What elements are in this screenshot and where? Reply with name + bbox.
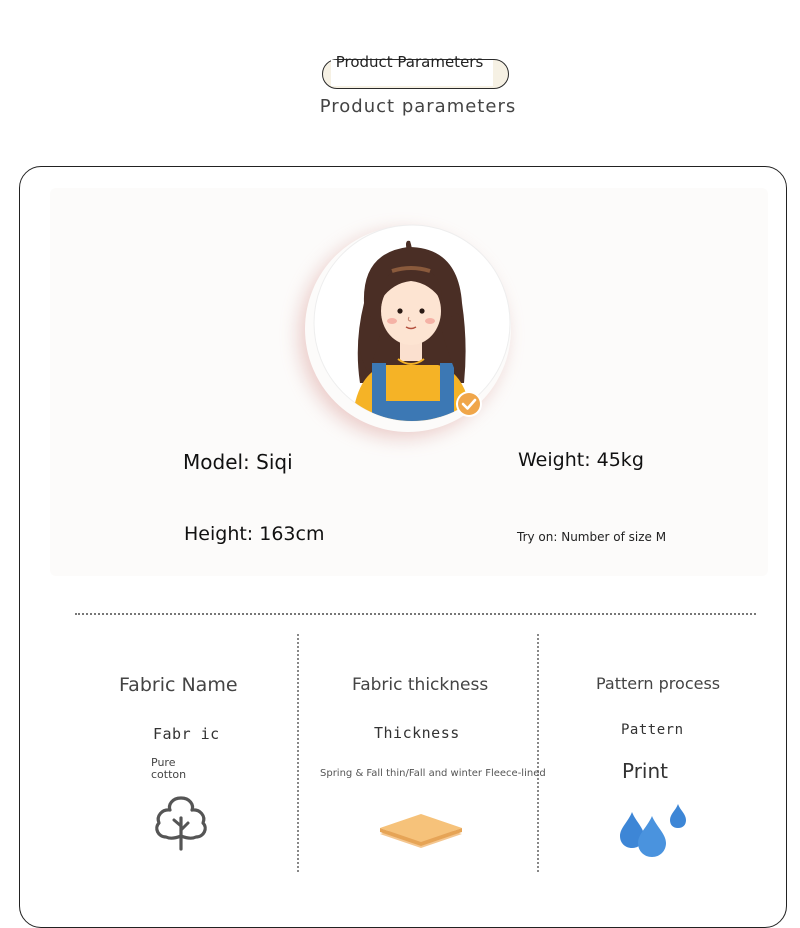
model-height: Height: 163cm [184,523,325,545]
section-subtitle: Product parameters [319,96,517,117]
pattern-process-title: Pattern process [596,674,721,693]
water-drops-icon [616,802,692,858]
fabric-thickness-label: Thickness [374,724,460,742]
pattern-process-label: Pattern [621,722,684,738]
fabric-value-line1: Pure [151,756,176,769]
fabric-name-label: Fabr ic [153,725,220,743]
pattern-process-value: Print [622,759,669,783]
section-title: Product Parameters [335,53,484,71]
layers-icon [378,808,464,854]
fabric-name-title: Fabric Name [119,674,238,696]
fabric-value-line2: cotton [151,768,187,781]
try-on-size: Try on: Number of size M [517,530,667,544]
fabric-thickness-value: Spring & Fall thin/Fall and winter Fleece-lined [320,768,546,779]
verified-check-icon [456,391,482,417]
column-divider [297,634,299,872]
fabric-thickness-title: Fabric thickness [352,675,489,695]
model-weight: Weight: 45kg [518,449,644,471]
model-name: Model: Siqi [183,450,293,474]
section-divider [75,613,756,615]
column-divider [537,634,539,872]
cotton-tree-icon [150,792,212,852]
model-avatar [312,223,512,423]
